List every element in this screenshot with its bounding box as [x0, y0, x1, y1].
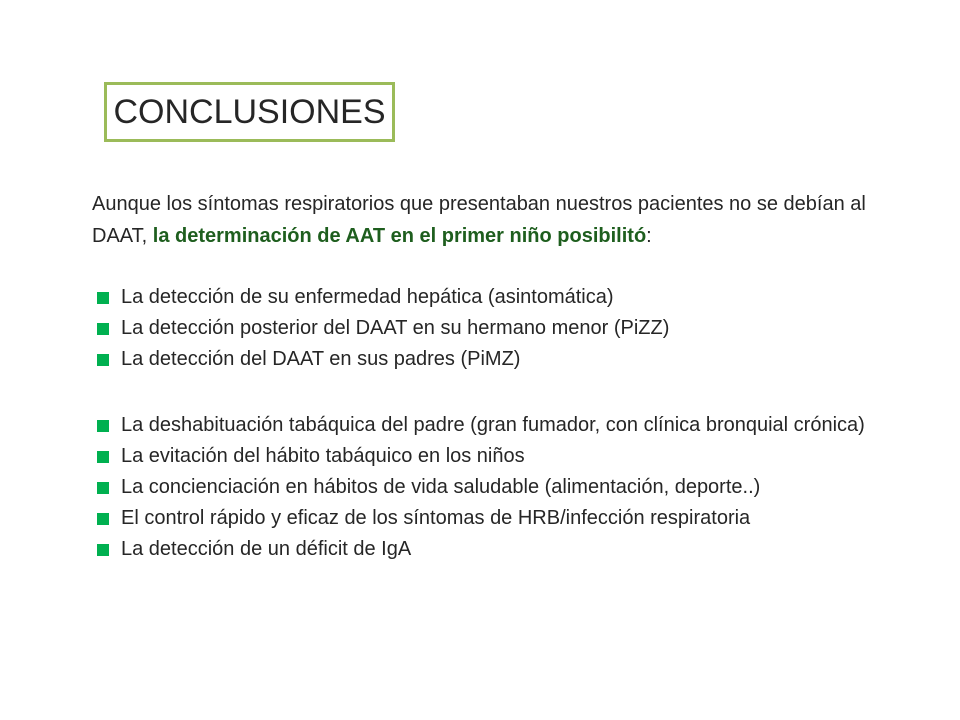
slide-title: CONCLUSIONES	[113, 92, 386, 131]
bullet-list-habits	[96, 410, 936, 565]
bullet-text: La detección del DAAT en sus padres (PiMZ)	[121, 348, 521, 370]
intro-emphasis-text: la determinación de AAT en el primer niño posibilitó	[152, 225, 647, 247]
intro-plain-text: Aunque los síntomas respiratorios que presentaban nuestros pacientes no se debían al DAAT,	[92, 193, 866, 247]
bullet-list-detection	[96, 282, 936, 375]
intro-paragraph	[92, 188, 912, 252]
bullet-text: El control rápido y eficaz de los síntomas de HRB/infección respiratoria	[121, 507, 751, 529]
green-square-bullet-icon	[97, 354, 109, 366]
bullet-text: La concienciación en hábitos de vida saludable (alimentación, deporte..)	[121, 476, 761, 498]
bullet-item	[96, 282, 936, 313]
bullet-item	[96, 313, 936, 344]
green-square-bullet-icon	[97, 323, 109, 335]
bullet-text: La detección de su enfermedad hepática (asintomática)	[121, 286, 614, 308]
bullet-text: La evitación del hábito tabáquico en los niños	[121, 445, 525, 467]
green-square-bullet-icon	[97, 482, 109, 494]
green-square-bullet-icon	[97, 292, 109, 304]
bullet-text: La detección de un déficit de IgA	[121, 538, 412, 560]
bullet-item	[96, 344, 936, 375]
bullet-item	[96, 503, 936, 534]
green-square-bullet-icon	[97, 513, 109, 525]
bullet-item	[96, 410, 881, 441]
intro-colon: :	[646, 225, 652, 247]
bullet-text: La deshabituación tabáquica del padre (gran fumador, con clínica bronquial crónica)	[121, 414, 865, 436]
green-square-bullet-icon	[97, 451, 109, 463]
bullet-item	[96, 441, 936, 472]
bullet-text: La detección posterior del DAAT en su hermano menor (PiZZ)	[121, 317, 670, 339]
title-box	[104, 82, 395, 142]
green-square-bullet-icon	[97, 544, 109, 556]
bullet-item	[96, 472, 936, 503]
bullet-item	[96, 534, 936, 565]
green-square-bullet-icon	[97, 420, 109, 432]
